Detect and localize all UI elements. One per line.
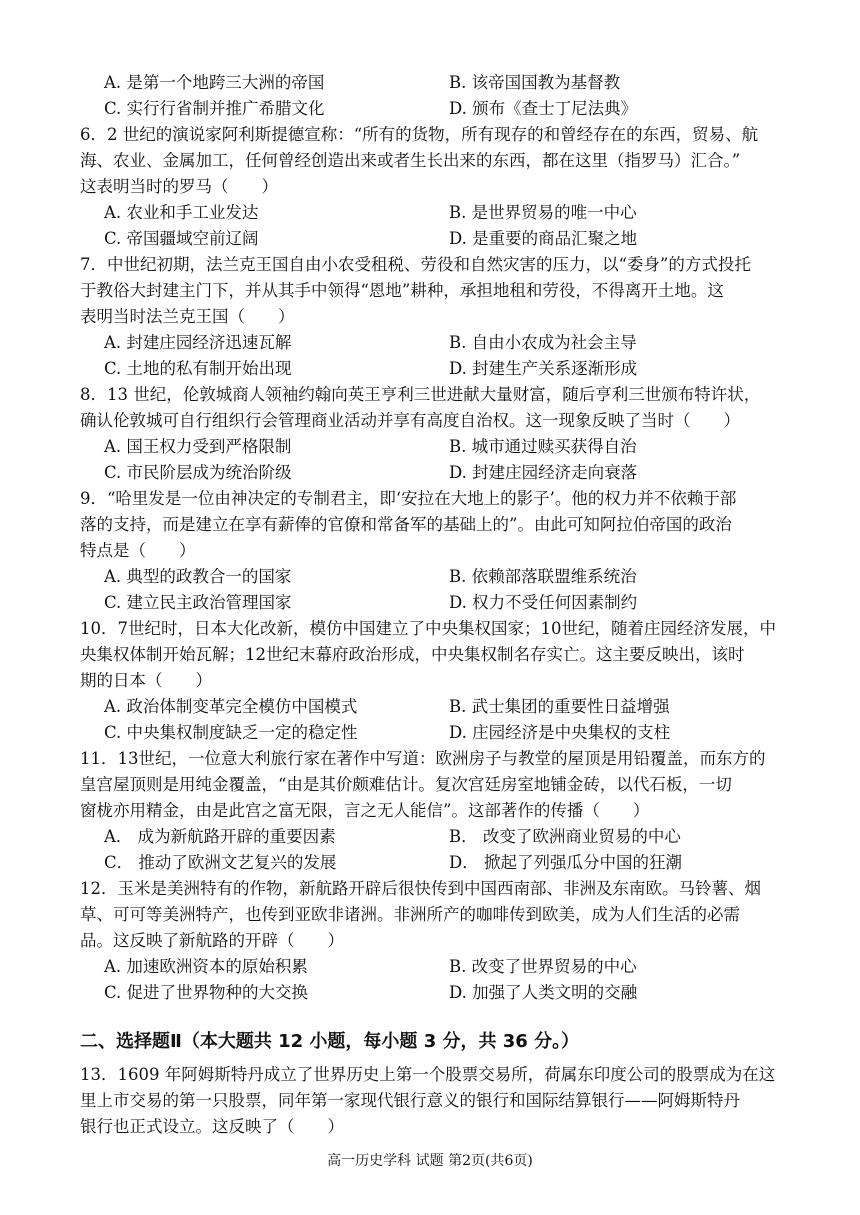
page-footer: 高一历史学科 试题 第2页(共6页) [327,1153,533,1169]
q10-stem-line: 期的日本（ ） [80,671,212,690]
q8-option-b: B. 城市通过赎买获得自治 [449,437,637,456]
q11-option-c: C． 推动了欧洲文艺复兴的发展 [104,853,337,872]
q10-option-c: C. 中央集权制度缺乏一定的稳定性 [104,723,358,742]
q11-option-a: A． 成为新航路开辟的重要因素 [104,827,336,846]
q8-stem-line: 8．13 世纪，伦敦城商人领袖约翰向英王亨利三世进献大量财富，随后亨利三世颁布特许状， [80,385,761,404]
q6-stem-line: 海、农业、金属加工，任何曾经创造出来或者生长出来的东西，都在这里（指罗马）汇合。” [80,151,741,170]
q11-stem-line: 11．13世纪，一位意大利旅行家在著作中写道：欧洲房子与教堂的屋顶是用铅覆盖，而东方的 [80,749,766,768]
q10-option-d: D. 庄园经济是中央集权的支柱 [449,723,671,742]
q5-option-b: B. 该帝国国教为基督教 [449,73,621,92]
q10-option-b: B. 武士集团的重要性日益增强 [449,697,670,716]
q13-stem-line: 银行也正式设立。这反映了（ ） [80,1117,344,1136]
q7-stem-line: 7．中世纪初期，法兰克王国自由小农受租税、劳役和自然灾害的压力，以“委身”的方式投托 [80,255,751,274]
q6-stem-line: 这表明当时的罗马（ ） [80,177,278,196]
q9-option-b: B. 依赖部落联盟维系统治 [449,567,637,586]
q12-option-b: B. 改变了世界贸易的中心 [449,957,637,976]
q7-option-b: B. 自由小农成为社会主导 [449,333,637,352]
q5-option-d: D. 颁布《查士丁尼法典》 [449,99,638,118]
q6-option-c: C. 帝国疆域空前辽阔 [104,229,259,248]
q6-option-b: B. 是世界贸易的唯一中心 [449,203,637,222]
q7-stem-line: 于教俗大封建主门下，并从其手中领得“恩地”耕种，承担地租和劳役，不得离开土地。这 [80,281,724,300]
q12-stem-line: 草、可可等美洲特产，也传到亚欧非诸洲。非洲所产的咖啡传到欧美，成为人们生活的必需 [80,905,740,924]
q11-option-b: B． 改变了欧洲商业贸易的中心 [449,827,681,846]
q11-stem-line: 窗栊亦用精金，由是此宫之富无限，言之无人能信”。这部著作的传播（ ） [80,801,650,820]
q10-stem-line: 央集权体制开始瓦解；12世纪末幕府政治形成，中央集权制名存实亡。这主要反映出，该时 [80,645,745,664]
q13-stem-line: 13．1609 年阿姆斯特丹成立了世界历史上第一个股票交易所，荷属东印度公司的股票成为在这 [80,1065,776,1084]
q5-option-c: C. 实行行省制并推广希腊文化 [104,99,325,118]
q7-option-d: D. 封建生产关系逐渐形成 [449,359,638,378]
q12-stem-line: 品。这反映了新航路的开辟（ ） [80,931,344,950]
q12-option-c: C. 促进了世界物种的大交换 [104,983,309,1002]
q7-option-c: C. 土地的私有制开始出现 [104,359,292,378]
q9-stem-line: 特点是（ ） [80,541,196,560]
q5-option-a: A. 是第一个地跨三大洲的帝国 [104,73,325,92]
q8-stem-line: 确认伦敦城可自行组织行会管理商业活动并享有高度自治权。这一现象反映了当时（ ） [80,411,740,430]
section-heading: 二、选择题Ⅱ（本大题共 12 小题，每小题 3 分，共 36 分。） [80,1031,580,1052]
q8-option-c: C. 市民阶层成为统治阶级 [104,463,292,482]
q12-option-a: A. 加速欧洲资本的原始积累 [104,957,308,976]
q7-option-a: A. 封建庄园经济迅速瓦解 [104,333,292,352]
q10-stem-line: 10．7世纪时，日本大化改新，模仿中国建立了中央集权国家；10世纪，随着庄园经济发展，中 [80,619,776,638]
q6-stem-line: 6．2 世纪的演说家阿利斯提德宣称：“所有的货物，所有现存的和曾经存在的东西，贸易、航 [80,125,759,144]
q12-option-d: D. 加强了人类文明的交融 [449,983,638,1002]
q11-option-d: D． 掀起了列强瓜分中国的狂潮 [449,853,682,872]
q9-option-a: A. 典型的政教合一的国家 [104,567,292,586]
q9-stem-line: 落的支持，而是建立在享有薪俸的官僚和常备军的基础上的”。由此可知阿拉伯帝国的政治 [80,515,732,534]
q9-stem-line: 9．“哈里发是一位由神决定的专制君主，即‘安拉在大地上的影子’。他的权力并不依赖于部 [80,489,737,508]
q9-option-c: C. 建立民主政治管理国家 [104,593,292,612]
q12-stem-line: 12．玉米是美洲特有的作物，新航路开辟后很快传到中国西南部、非洲及东南欧。马铃薯、烟 [80,879,761,898]
q13-stem-line: 里上市交易的第一只股票，同年第一家现代银行意义的银行和国际结算银行——阿姆斯特丹 [80,1091,740,1110]
q7-stem-line: 表明当时法兰克王国（ ） [80,307,295,326]
q9-option-d: D. 权力不受任何因素制约 [449,593,638,612]
q8-option-d: D. 封建庄园经济走向衰落 [449,463,638,482]
q10-option-a: A. 政治体制变革完全模仿中国模式 [104,697,358,716]
q11-stem-line: 皇宫屋顶则是用纯金覆盖，“由是其价颇难估计。复次宫廷房室地铺金砖，以代石板，一切 [80,775,732,794]
q6-option-d: D. 是重要的商品汇聚之地 [449,229,638,248]
q8-option-a: A. 国王权力受到严格限制 [104,437,292,456]
q6-option-a: A. 农业和手工业发达 [104,203,259,222]
